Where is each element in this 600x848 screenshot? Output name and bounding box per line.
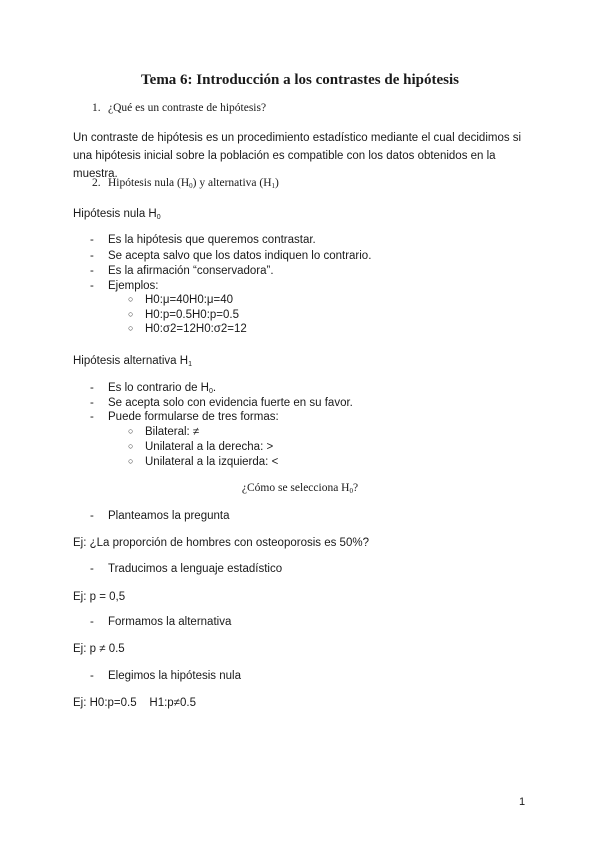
- step-example: Ej: p ≠ 0.5: [73, 643, 125, 655]
- step-example: Ej: p = 0,5: [73, 591, 126, 603]
- dash-bullet: -: [90, 250, 94, 262]
- step-example: Ej: H0:p=0.5 H1:p≠0.5: [73, 697, 196, 709]
- sub-list-item: ○ H0:σ2=12H0:σ2=12: [128, 323, 247, 335]
- section-title: Hipótesis nula $(H_0)$ y alternativa $(H_1)$: [108, 177, 279, 190]
- sub-list-item: ○ H0:p=0.5H0:p=0.5: [128, 309, 239, 321]
- dash-bullet: -: [90, 382, 94, 394]
- list-item: - Se acepta solo con evidencia fuerte en su favor.: [90, 397, 353, 409]
- intro-paragraph: Un contraste de hipótesis es un procedimiento estadístico mediante el cual decidimos si una hipótesis inicial sobre la población es compatible con los datos obtenidos en la muestra.: [73, 132, 522, 180]
- step-item: - Formamos la alternativa: [90, 616, 232, 628]
- dash-bullet: -: [90, 563, 94, 575]
- circle-bullet-icon: ○: [128, 294, 134, 304]
- dash-bullet: -: [90, 411, 94, 423]
- list-item: - Se acepta salvo que los datos indiquen lo contrario.: [90, 250, 372, 262]
- section-1-heading: [0, 102, 600, 118]
- dash-bullet: -: [90, 616, 94, 628]
- section-title: ¿Qué es un contraste de hipótesis?: [108, 102, 267, 114]
- dash-bullet: -: [90, 397, 94, 409]
- step-item: - Planteamos la pregunta: [90, 510, 230, 522]
- sub-list-item: ○ Bilateral: ≠: [128, 426, 200, 438]
- circle-bullet-icon: ○: [128, 441, 134, 451]
- sub-list-item: ○ H0:μ=40H0:μ=40: [128, 294, 234, 306]
- step-example: Ej: ¿La proporción de hombres con osteoporosis es 50%?: [73, 537, 369, 549]
- circle-bullet-icon: ○: [128, 456, 134, 466]
- circle-bullet-icon: ○: [128, 309, 134, 319]
- dash-bullet: -: [90, 265, 94, 277]
- sub-list-item: ○ Unilateral a la derecha: >: [128, 441, 274, 453]
- null-hypothesis-label: Hipótesis nula $H_0$: [73, 208, 161, 221]
- document-title: Tema 6: Introducción a los contrastes de hipótesis: [141, 72, 459, 88]
- dash-bullet: -: [90, 510, 94, 522]
- section-2-heading: [0, 177, 600, 193]
- dash-bullet: -: [90, 670, 94, 682]
- circle-bullet-icon: ○: [128, 323, 134, 333]
- section-number: 1.: [92, 102, 101, 114]
- list-item: - Es la afirmación “conservadora”.: [90, 265, 274, 277]
- selection-question: ¿Cómo se selecciona $H_0$?: [241, 482, 359, 495]
- dash-bullet: -: [90, 280, 94, 292]
- alternative-hypothesis-label: Hipótesis alternativa $H_1$: [73, 355, 192, 368]
- sub-list-item: ○ Unilateral a la izquierda: <: [128, 456, 279, 468]
- circle-bullet-icon: ○: [128, 426, 134, 436]
- dash-bullet: -: [90, 234, 94, 246]
- list-item: - Puede formularse de tres formas:: [90, 411, 279, 423]
- page-number: 1: [519, 796, 526, 808]
- list-item: - Ejemplos:: [90, 280, 159, 292]
- list-item: - Es lo contrario de $H_0$.: [90, 382, 217, 395]
- step-item: - Elegimos la hipótesis nula: [90, 670, 241, 682]
- list-item: - Es la hipótesis que queremos contrastar.: [90, 234, 316, 246]
- step-item: - Traducimos a lenguaje estadístico: [90, 563, 283, 575]
- section-number: 2.: [92, 177, 101, 189]
